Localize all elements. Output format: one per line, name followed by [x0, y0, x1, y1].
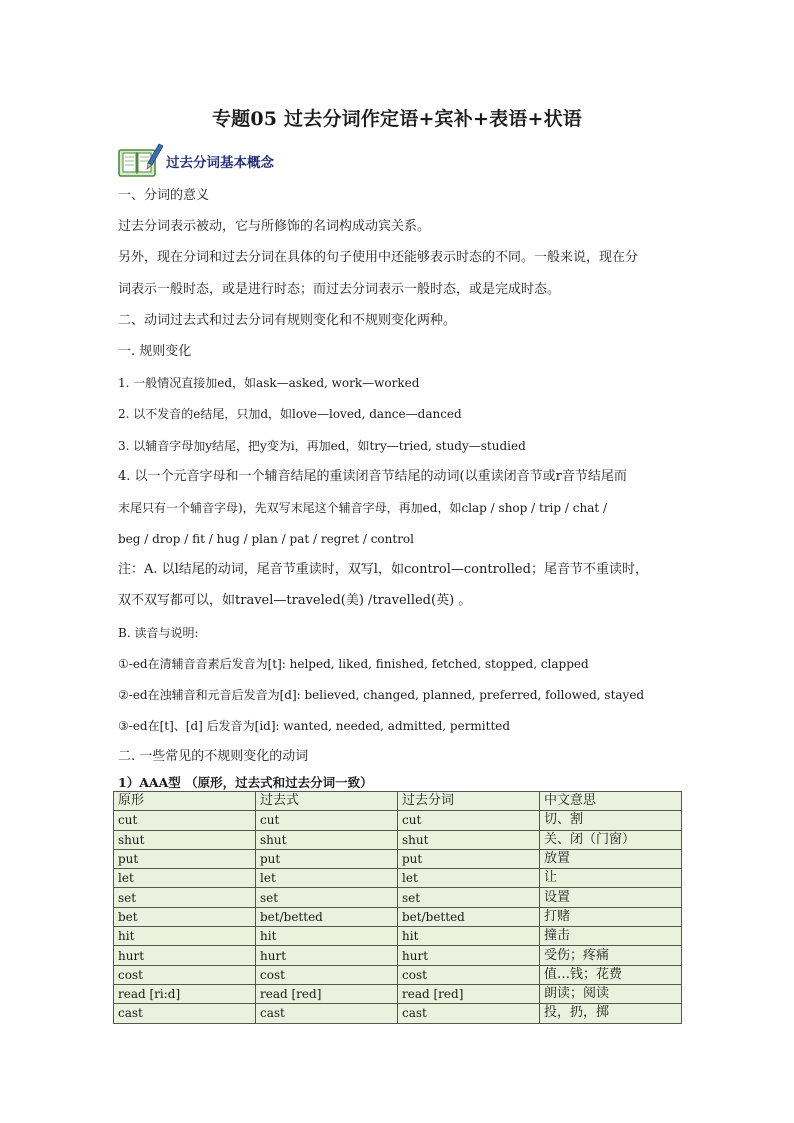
- paragraph: 二. 一些常见的不规则变化的动词: [118, 749, 309, 765]
- table-header-cell: 过去分词: [398, 792, 540, 811]
- paragraph: 一、分词的意义: [118, 188, 210, 203]
- table-cell: cast: [398, 1004, 540, 1023]
- table-cell: hurt: [114, 946, 256, 965]
- table-cell: hit: [398, 927, 540, 946]
- table-cell: read [ri:d]: [114, 984, 256, 1003]
- table-row: [114, 888, 682, 907]
- table-cell: 放置: [540, 849, 682, 868]
- table-row: [114, 965, 682, 984]
- table-cell: hurt: [398, 946, 540, 965]
- table-cell: cut: [398, 811, 540, 830]
- paragraph: 词表示一般时态，或是进行时态；而过去分词表示一般时态，或是完成时态。: [118, 281, 561, 297]
- paragraph: 4. 以一个元音字母和一个辅音结尾的重读闭音节结尾的动词(以重读闭音节或r音节结尾而: [118, 468, 627, 484]
- table-cell: 让: [540, 869, 682, 888]
- book-pen-icon: [118, 141, 164, 179]
- table-cell: cast: [256, 1004, 398, 1023]
- table-cell: set: [114, 888, 256, 907]
- table-cell: cast: [114, 1004, 256, 1023]
- table-cell: bet: [114, 907, 256, 926]
- table-row: [114, 984, 682, 1003]
- table-row: [114, 946, 682, 965]
- paragraph: 双不双写都可以，如travel—traveled(美) /travelled(英) 。: [118, 593, 472, 609]
- table-header-row: [114, 792, 682, 811]
- page-title: 专题05 过去分词作定语+宾补+表语+状语: [211, 108, 583, 130]
- paragraph: 1. 一般情况直接加ed，如ask—asked, work—worked: [118, 376, 420, 391]
- table-row: [114, 907, 682, 926]
- table-cell: 受伤；疼痛: [540, 946, 682, 965]
- table-cell: read [red]: [256, 984, 398, 1003]
- table-cell: 设置: [540, 888, 682, 907]
- paragraph: ①-ed在清辅音音素后发音为[t]: helped, liked, finished, fetched, stopped, clapped: [118, 656, 589, 671]
- table-cell: cost: [114, 965, 256, 984]
- table-header-cell: 过去式: [256, 792, 398, 811]
- table-cell: 撞击: [540, 927, 682, 946]
- table-cell: shut: [398, 830, 540, 849]
- table-header-cell: 原形: [114, 792, 256, 811]
- paragraph: 过去分词表示被动，它与所修饰的名词构成动宾关系。: [118, 219, 431, 235]
- table-cell: hurt: [256, 946, 398, 965]
- paragraph: 2. 以不发音的e结尾，只加d，如love—loved, dance—danced: [118, 407, 462, 422]
- table-cell: let: [398, 869, 540, 888]
- table-row: [114, 811, 682, 830]
- table-cell: set: [256, 888, 398, 907]
- table-cell: shut: [256, 830, 398, 849]
- table-cell: read [red]: [398, 984, 540, 1003]
- table-title: 1）AAA型 （原形，过去式和过去分词一致）: [118, 775, 373, 790]
- table-cell: set: [398, 888, 540, 907]
- table-cell: cost: [256, 965, 398, 984]
- paragraph: 末尾只有一个辅音字母)，先双写末尾这个辅音字母，再加ed，如clap / shop / trip / chat /: [118, 500, 608, 515]
- paragraph: 3. 以辅音字母加y结尾，把y变为i，再加ed，如try—tried, study—studied: [118, 438, 526, 453]
- table-cell: let: [114, 869, 256, 888]
- verb-table: [113, 791, 682, 1024]
- table-row: [114, 869, 682, 888]
- table-cell: 投，扔，掷: [540, 1004, 682, 1023]
- body-text: [118, 184, 680, 777]
- table-cell: 切、割: [540, 811, 682, 830]
- table-cell: hit: [114, 927, 256, 946]
- paragraph: 注：A. 以l结尾的动词，尾音节重读时，双写l，如control—controlled；尾音节不重读时，: [118, 562, 648, 578]
- table-cell: 朗读；阅读: [540, 984, 682, 1003]
- paragraph: ③-ed在[t]、[d] 后发音为[id]: wanted, needed, admitted, permitted: [118, 719, 511, 734]
- paragraph: ②-ed在浊辅音和元音后发音为[d]: believed, changed, planned, preferred, followed, stayed: [118, 688, 645, 702]
- table-cell: shut: [114, 830, 256, 849]
- table-row: [114, 830, 682, 849]
- table-cell: 关、闭（门窗）: [540, 830, 682, 849]
- paragraph: 二、动词过去式和过去分词有规则变化和不规则变化两种。: [118, 312, 457, 328]
- table-row: [114, 927, 682, 946]
- table-row: [114, 849, 682, 868]
- table-cell: put: [114, 849, 256, 868]
- table-cell: put: [256, 849, 398, 868]
- table-cell: put: [398, 849, 540, 868]
- paragraph: 另外，现在分词和过去分词在具体的句子使用中还能够表示时态的不同。一般来说，现在分: [118, 250, 639, 266]
- paragraph: beg / drop / fit / hug / plan / pat / regret / control: [118, 532, 414, 547]
- table-header-cell: 中文意思: [540, 792, 682, 811]
- table-cell: 值…钱；花费: [540, 965, 682, 984]
- table-cell: 打赌: [540, 907, 682, 926]
- section-label: 过去分词基本概念: [166, 155, 274, 171]
- table-cell: bet/betted: [398, 907, 540, 926]
- table-row: [114, 1004, 682, 1023]
- table-cell: cost: [398, 965, 540, 984]
- table-cell: cut: [256, 811, 398, 830]
- table-cell: cut: [114, 811, 256, 830]
- section-heading: [118, 140, 274, 180]
- table-cell: bet/betted: [256, 907, 398, 926]
- table-cell: let: [256, 869, 398, 888]
- paragraph: 一. 规则变化: [118, 343, 192, 359]
- paragraph: B. 读音与说明:: [118, 625, 199, 640]
- table-cell: hit: [256, 927, 398, 946]
